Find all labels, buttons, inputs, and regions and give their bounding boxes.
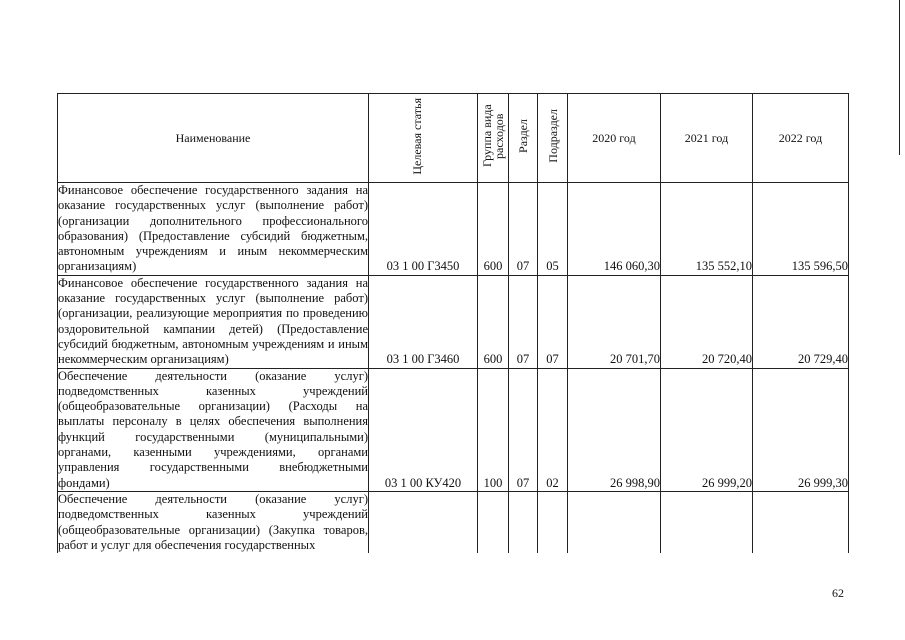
row-expense-group — [478, 491, 509, 553]
row-section — [509, 491, 538, 553]
row-amount-2021: 135 552,10 — [661, 183, 753, 276]
header-year-2022: 2022 год — [753, 94, 849, 183]
row-name: Финансовое обеспечение государственного задания на оказание государственных услуг (выполнение работ) (организации дополнительного профессионального образования) (Предоставление субсидий бюджетным, автономным учреждениям и иным некоммерческим организациям) — [58, 183, 368, 274]
table-row — [58, 491, 849, 553]
header-name: Наименование — [58, 94, 369, 183]
table-row — [58, 183, 849, 276]
row-amount-2022: 135 596,50 — [753, 183, 849, 276]
budget-table — [57, 93, 849, 553]
row-expense-group: 100 — [478, 368, 509, 491]
row-amount-2020: 26 998,90 — [568, 368, 661, 491]
row-target-article: 03 1 00 Г3460 — [369, 275, 478, 368]
row-subsection: 07 — [538, 275, 568, 368]
row-name: Обеспечение деятельности (оказание услуг) подведомственных казенных учреждений (общеобразовательные организации) (Расходы на выплаты персоналу в целях обеспечения выполнения функций государственными (муниципальными) органами, казенными учреждениями, органами управления государственными внебюджетными фондами) — [58, 368, 368, 490]
row-subsection: 05 — [538, 183, 568, 276]
header-year-2021: 2021 год — [661, 94, 753, 183]
margin-rule — [899, 0, 900, 155]
row-amount-2020: 20 701,70 — [568, 275, 661, 368]
table-header-row — [58, 94, 849, 183]
row-amount-2020 — [568, 491, 661, 553]
row-target-article — [369, 491, 478, 553]
header-year-2020: 2020 год — [568, 94, 661, 183]
row-target-article: 03 1 00 Г3450 — [369, 183, 478, 276]
row-expense-group: 600 — [478, 183, 509, 276]
header-section: Раздел — [509, 94, 538, 183]
header-expense-group: Группа вида расходов — [478, 94, 509, 183]
row-amount-2021: 20 720,40 — [661, 275, 753, 368]
row-section: 07 — [509, 183, 538, 276]
table-row — [58, 275, 849, 368]
row-section: 07 — [509, 275, 538, 368]
page-number: 62 — [832, 586, 844, 600]
row-name: Финансовое обеспечение государственного задания на оказание государственных услуг (выполнение работ) (организации, реализующие мероприятия по проведению оздоровительной кампании детей) (Предоставление субсидий бюджетным, автономным учреждениям и иным некоммерческим организациям) — [58, 275, 368, 367]
header-subsection: Подраздел — [538, 94, 568, 183]
row-amount-2022: 26 999,30 — [753, 368, 849, 491]
row-section: 07 — [509, 368, 538, 491]
row-amount-2020: 146 060,30 — [568, 183, 661, 276]
row-target-article: 03 1 00 КУ420 — [369, 368, 478, 491]
table-row — [58, 368, 849, 491]
header-target-article: Целевая статья — [369, 94, 478, 183]
row-name: Обеспечение деятельности (оказание услуг) подведомственных казенных учреждений (общеобразовательные организации) (Закупка товаров, работ и услуг для обеспечения государственных — [58, 491, 368, 552]
row-amount-2021 — [661, 491, 753, 553]
row-amount-2022: 20 729,40 — [753, 275, 849, 368]
row-subsection: 02 — [538, 368, 568, 491]
row-amount-2022 — [753, 491, 849, 553]
row-subsection — [538, 491, 568, 553]
row-amount-2021: 26 999,20 — [661, 368, 753, 491]
row-expense-group: 600 — [478, 275, 509, 368]
